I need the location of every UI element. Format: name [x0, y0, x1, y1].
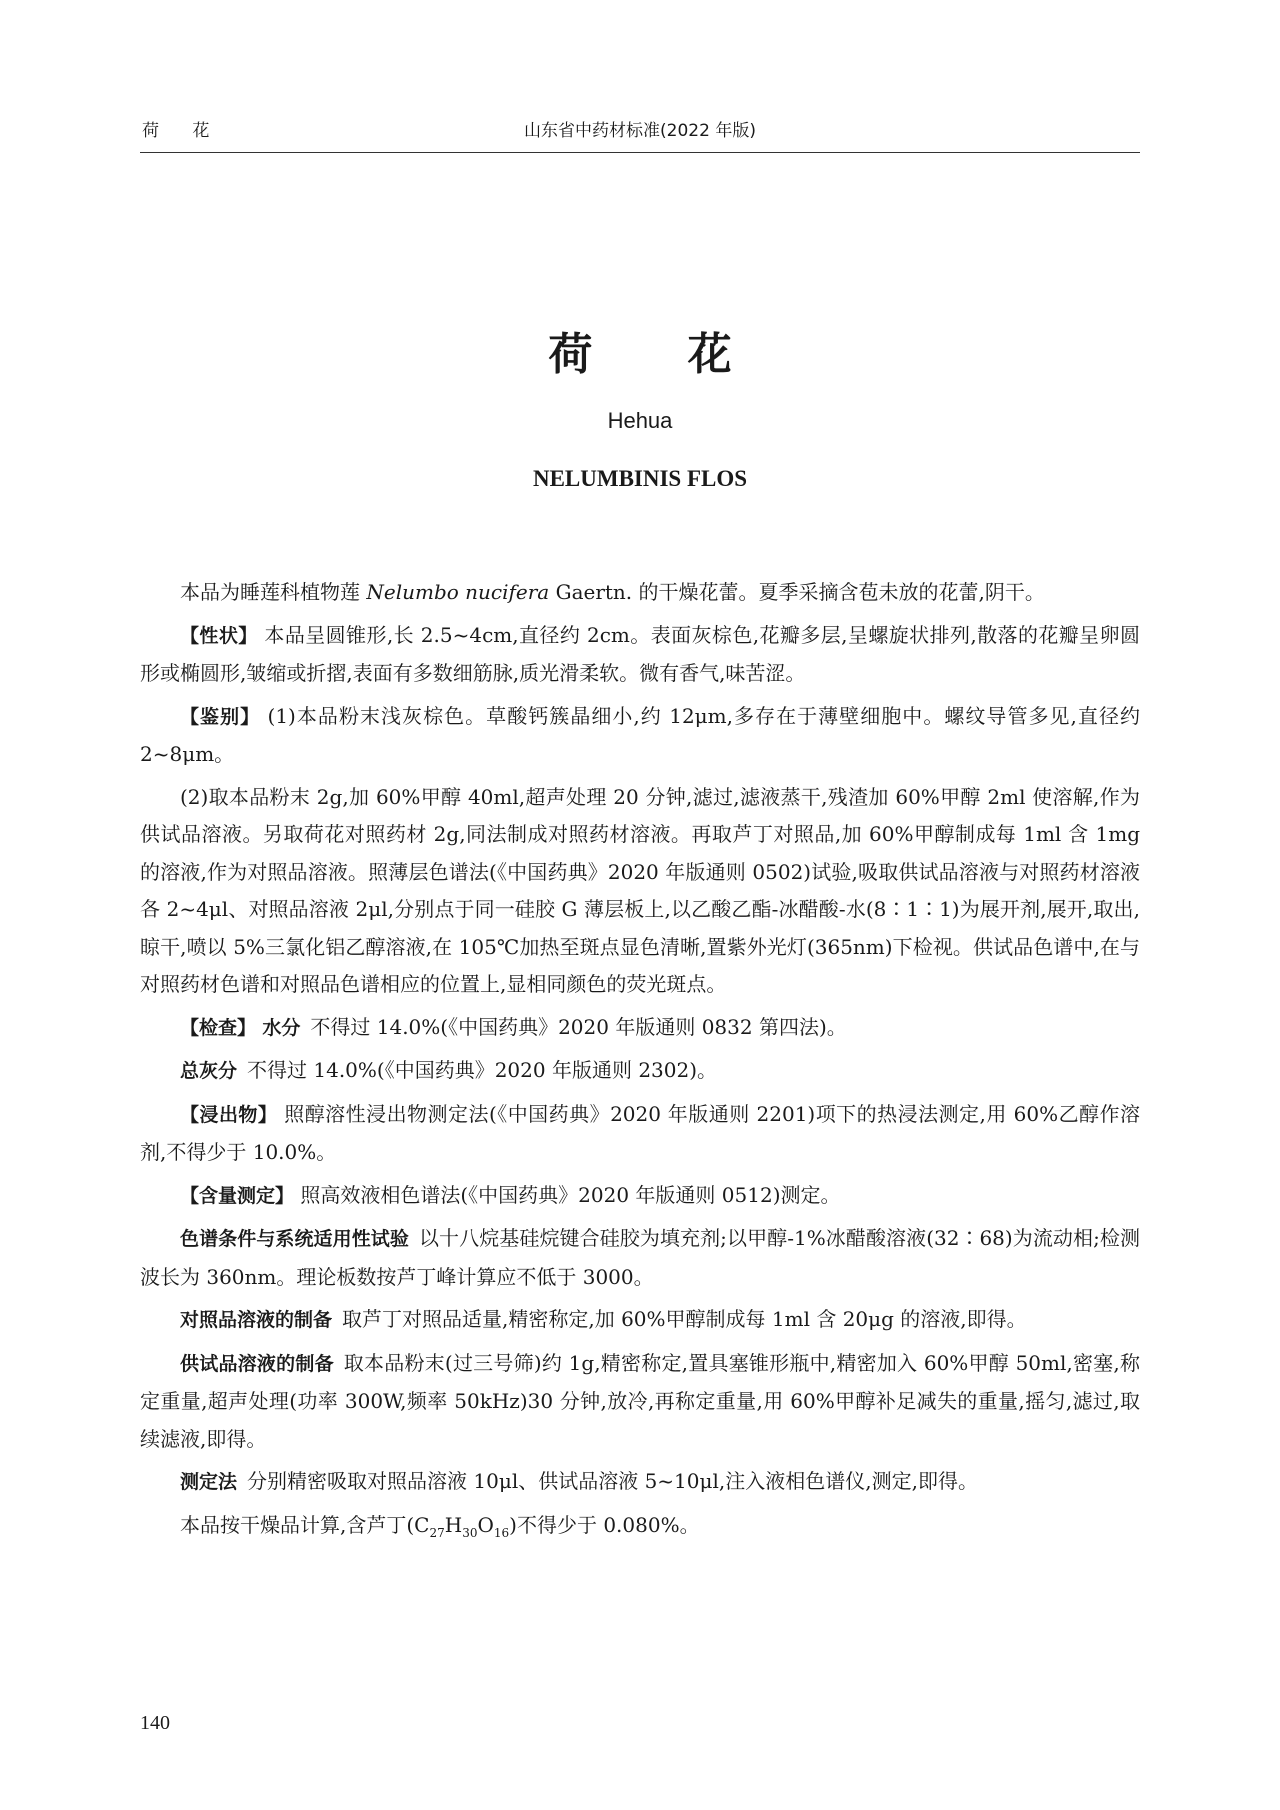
extractives-text: 照醇溶性浸出物测定法(《中国药典》2020 年版通则 2201)项下的热浸法测定,用 60%乙醇作溶剂,不得少于 10.0%。: [140, 1101, 1140, 1164]
header-book-title: 山东省中药材标准(2022 年版): [524, 121, 756, 141]
ash-label: 总灰分: [180, 1060, 238, 1082]
species-name: Nelumbo nucifera: [366, 580, 550, 604]
assay-text: 照高效液相色谱法(《中国药典》2020 年版通则 0512)测定。: [300, 1182, 841, 1207]
section-inspection: [140, 1009, 1140, 1048]
chromatographic-conditions: [140, 1220, 1140, 1296]
page-number: 140: [140, 1712, 170, 1734]
section-assay: [140, 1177, 1140, 1216]
monograph-body: [140, 574, 1140, 1557]
section-label-identification: 【鉴别】: [180, 705, 261, 728]
water-label: 水分: [262, 1016, 301, 1039]
section-description: [140, 617, 1140, 693]
intro-text-pre: 本品为睡莲科植物莲: [180, 580, 367, 604]
section-label-description: 【性状】: [180, 624, 258, 647]
formula-c-subscript: 27: [429, 1525, 445, 1540]
test-solution: [140, 1345, 1140, 1459]
formula-h-subscript: 30: [462, 1525, 478, 1540]
content-requirement: [140, 1507, 1140, 1553]
conditions-label: 色谱条件与系统适用性试验: [180, 1228, 409, 1250]
section-label-extractives: 【浸出物】: [180, 1103, 278, 1126]
intro-paragraph: [140, 574, 1140, 612]
section-identification: [140, 698, 1140, 774]
running-header: [140, 112, 1140, 153]
ash-paragraph: [140, 1052, 1140, 1091]
description-text: 本品呈圆锥形,长 2.5~4cm,直径约 2cm。表面灰棕色,花瓣多层,呈螺旋状排列,散落的花瓣呈卵圆形或椭圆形,皱缩或折摺,表面有多数细筋脉,质光滑柔软。微有香气,味苦涩。: [140, 622, 1140, 685]
identification-text-1: (1)本品粉末浅灰棕色。草酸钙簇晶细小,约 12μm,多存在于薄壁细胞中。螺纹导管多见,直径约 2~8μm。: [140, 703, 1140, 766]
section-label-inspection: 【检查】: [180, 1016, 257, 1039]
test-label: 供试品溶液的制备: [180, 1352, 334, 1375]
requirement-text-post: )不得少于 0.080%。: [509, 1512, 700, 1537]
formula-h: H: [444, 1512, 463, 1537]
header-entry-name: 荷 花: [142, 121, 224, 141]
formula-o-subscript: 16: [493, 1525, 510, 1540]
intro-text-post: Gaertn. 的干燥花蕾。夏季采摘含苞未放的花蕾,阴干。: [549, 580, 1045, 604]
section-extractives: [140, 1096, 1140, 1172]
reference-label: 对照品溶液的制备: [180, 1309, 333, 1331]
procedure: [140, 1463, 1140, 1502]
reference-text: 取芦丁对照品适量,精密称定,加 60%甲醇制成每 1ml 含 20μg 的溶液,即得。: [342, 1307, 1027, 1331]
procedure-label: 测定法: [180, 1471, 238, 1493]
procedure-text: 分别精密吸取对照品溶液 10μl、供试品溶液 5~10μl,注入液相色谱仪,测定,即得。: [247, 1469, 978, 1493]
requirement-text-pre: 本品按干燥品计算,含芦丁(C: [180, 1512, 430, 1537]
section-label-assay: 【含量测定】: [180, 1184, 295, 1207]
identification-paragraph-2: (2)取本品粉末 2g,加 60%甲醇 40ml,超声处理 20 分钟,滤过,滤液蒸干,残渣加 60%甲醇 2ml 使溶解,作为供试品溶液。另取荷花对照药材 2g,同法制成对照药材溶液。再取芦丁对照品,加 60%甲醇制成每 1ml 含 1mg 的溶液,作为对照品溶液。照薄层色谱法(《中国药典》2020 年版通则 0502)试验,吸取供试品溶液与对照药材溶液各 2~4μl、对照品溶液 2μl,分别点于同一硅胶 G 薄层板上,以乙酸乙酯-冰醋酸-水(8∶1∶1)为展开剂,展开,取出,晾干,喷以 5%三氯化铝乙醇溶液,在 105℃加热至斑点显色清晰,置紫外光灯(365nm)下检视。供试品色谱中,在与对照药材色谱和对照品色谱相应的位置上,显相同颜色的荧光斑点。: [140, 784, 1140, 996]
test-text: 取本品粉末(过三号筛)约 1g,精密称定,置具塞锥形瓶中,精密加入 60%甲醇 50ml,密塞,称定重量,超声处理(功率 300W,频率 50kHz)30 分钟,放冷,再称定重量,用 60%甲醇补足减失的重量,摇匀,滤过,取续滤液,即得。: [140, 1350, 1140, 1451]
conditions-text: 以十八烷基硅烷键合硅胶为填充剂;以甲醇-1%冰醋酸溶液(32∶68)为流动相;检测波长为 360nm。理论板数按芦丁峰计算应不低于 3000。: [140, 1226, 1140, 1289]
latin-name: NELUMBINIS FLOS: [532, 466, 748, 491]
water-text: 不得过 14.0%(《中国药典》2020 年版通则 0832 第四法)。: [310, 1014, 847, 1039]
formula-o: O: [477, 1512, 494, 1537]
ash-text: 不得过 14.0%(《中国药典》2020 年版通则 2302)。: [247, 1058, 718, 1082]
reference-solution: [140, 1301, 1140, 1340]
page-title: 荷 花: [548, 329, 772, 380]
pinyin-name: Hehua: [607, 408, 673, 433]
